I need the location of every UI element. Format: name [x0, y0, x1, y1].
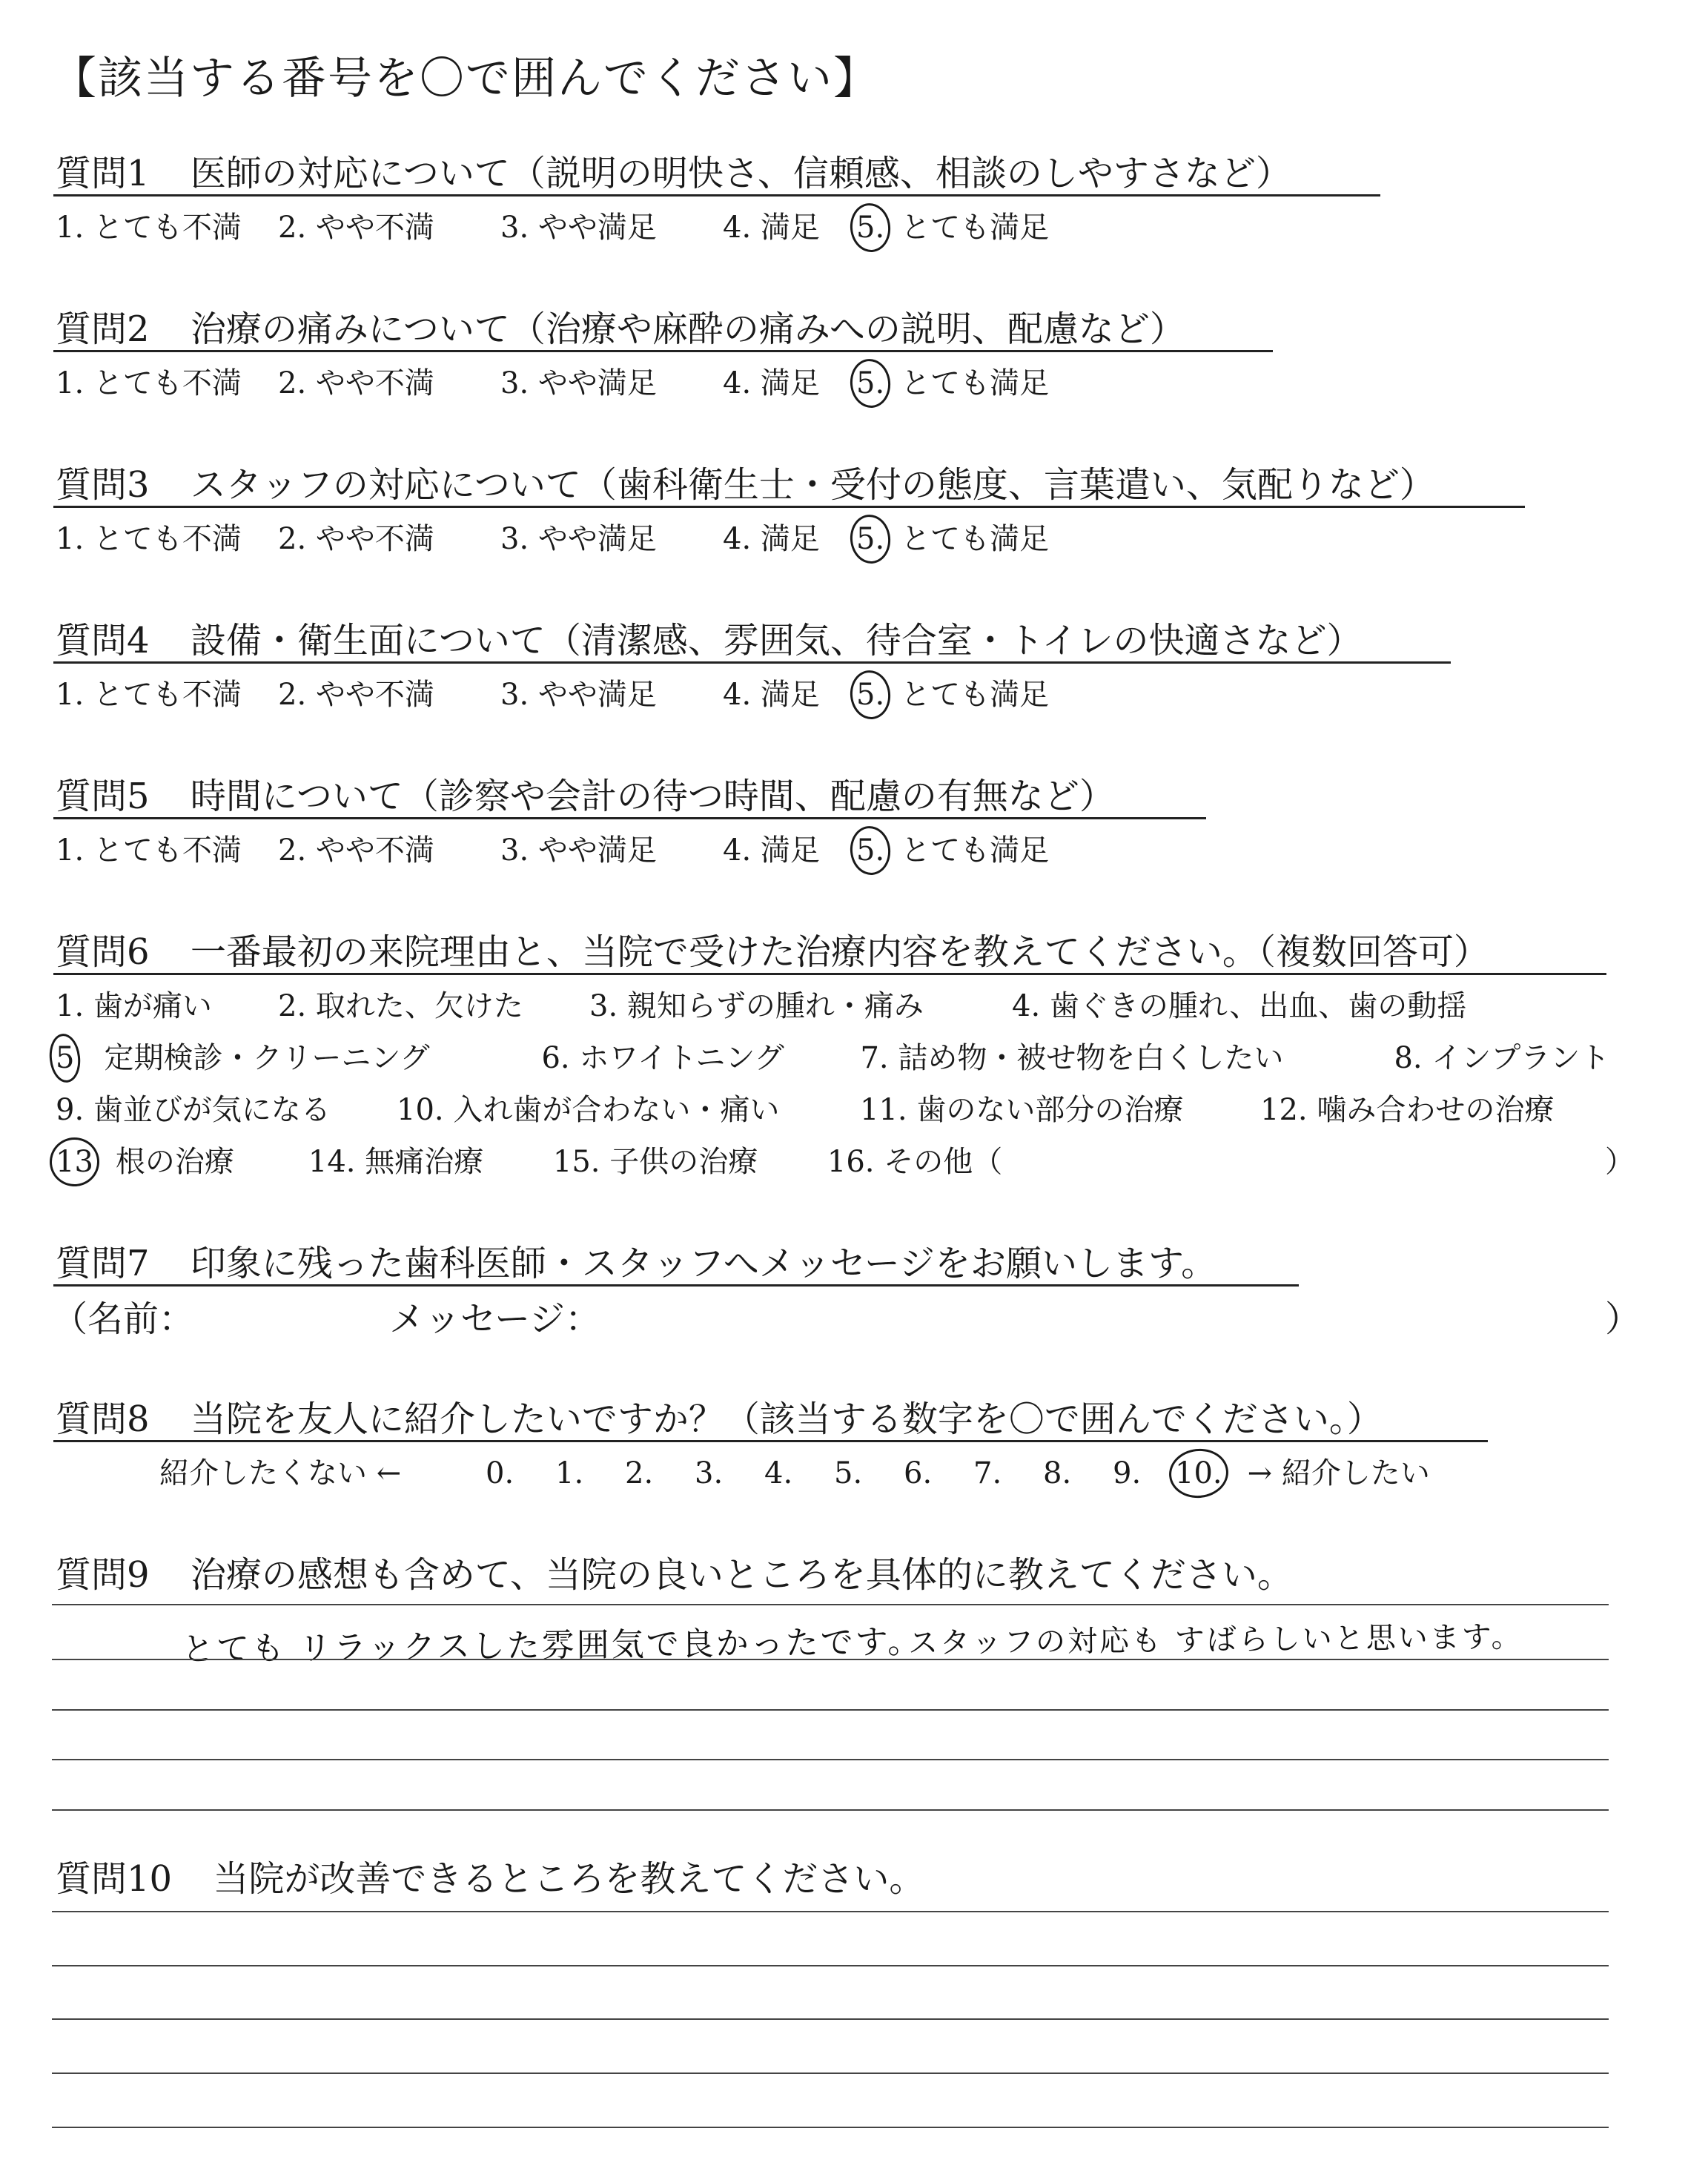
option-4[interactable]: 4. 満足: [723, 678, 820, 712]
question-2-underline: [53, 350, 1273, 352]
reason-15[interactable]: 15. 子供の治療: [552, 1145, 758, 1179]
page-title: 【該当する番号を〇で囲んでください】: [52, 53, 879, 105]
reason-13-label: 根の治療: [115, 1145, 234, 1179]
question-3-underline: [53, 506, 1525, 508]
question-8-underline: [53, 1440, 1488, 1442]
question-4-heading: [56, 612, 1362, 663]
option-3[interactable]: 3. やや満足: [500, 833, 657, 868]
option-5-label: とても満足: [901, 678, 1050, 712]
reason-14[interactable]: 14. 無痛治療: [308, 1145, 484, 1179]
reason-9[interactable]: 9. 歯並びが気になる: [56, 1093, 331, 1127]
answer-line: [52, 1604, 1609, 1605]
question-8-label: 質問8: [56, 1398, 150, 1440]
option-1[interactable]: 1. とても不満: [56, 522, 242, 556]
question-6-row-2: [56, 1034, 1609, 1077]
question-2-heading: [56, 300, 1185, 351]
option-5-label: とても満足: [901, 833, 1050, 868]
question-4-label: 質問4: [56, 620, 150, 661]
option-3[interactable]: 3. やや満足: [500, 522, 657, 556]
message-field-close: ）: [1605, 1298, 1641, 1340]
name-field-label: （名前：: [52, 1298, 195, 1340]
question-10-text: 当院が改善できるところを教えてください。: [213, 1858, 925, 1900]
question-9-label: 質問9: [56, 1554, 150, 1596]
handwritten-answer-1: とても リラックスした雰囲気で良かったです。: [181, 1622, 923, 1669]
question-1-scale: [56, 204, 1049, 246]
reason-13-circled[interactable]: 13: [56, 1145, 93, 1179]
answer-line: [52, 1965, 1609, 1966]
question-6-heading: [56, 923, 1489, 974]
answer-line: [52, 2018, 1609, 2020]
option-1[interactable]: 1. とても不満: [56, 211, 242, 245]
question-5-heading: [56, 767, 1115, 819]
score-5[interactable]: 5.: [834, 1456, 863, 1490]
option-1[interactable]: 1. とても不満: [56, 833, 242, 868]
reason-3[interactable]: 3. 親知らずの腫れ・痛み: [589, 989, 924, 1023]
option-1[interactable]: 1. とても不満: [56, 366, 242, 400]
option-1[interactable]: 1. とても不満: [56, 678, 242, 712]
reason-12[interactable]: 12. 噛み合わせの治療: [1260, 1093, 1555, 1127]
score-8[interactable]: 8.: [1043, 1456, 1072, 1490]
score-6[interactable]: 6.: [904, 1456, 933, 1490]
answer-line: [52, 2073, 1609, 2074]
option-5-circled[interactable]: 5.: [856, 366, 885, 400]
score-9[interactable]: 9.: [1113, 1456, 1142, 1490]
score-4[interactable]: 4.: [764, 1456, 793, 1490]
reason-5-circled[interactable]: 5: [56, 1041, 75, 1075]
reason-4[interactable]: 4. 歯ぐきの腫れ、出血、歯の動揺: [1012, 989, 1467, 1023]
answer-line: [52, 1809, 1609, 1811]
question-4-underline: [53, 661, 1451, 664]
option-3[interactable]: 3. やや満足: [500, 366, 657, 400]
option-2[interactable]: 2. やや不満: [278, 833, 434, 868]
question-3-text: スタッフの対応について（歯科衛生士・受付の態度、言葉遣い、気配りなど）: [190, 464, 1435, 506]
option-5-circled[interactable]: 5.: [856, 211, 885, 245]
option-5-label: とても満足: [901, 366, 1050, 400]
question-5-text: 時間について（診察や会計の待つ時間、配慮の有無など）: [190, 776, 1115, 817]
message-field-label: メッセージ：: [389, 1298, 601, 1340]
question-5-underline: [53, 817, 1206, 819]
option-5-label: とても満足: [901, 211, 1050, 245]
answer-line: [52, 1659, 1609, 1660]
question-3-heading: [56, 456, 1435, 507]
question-6-text: 一番最初の来院理由と、当院で受けた治療内容を教えてください。（複数回答可）: [190, 931, 1489, 973]
option-2[interactable]: 2. やや不満: [278, 211, 434, 245]
question-4-scale: [56, 671, 1049, 713]
answer-line: [52, 1759, 1609, 1760]
question-8-text: 当院を友人に紹介したいですか？（該当する数字を〇で囲んでください。）: [190, 1398, 1383, 1440]
question-9-heading: [56, 1546, 1293, 1597]
option-2[interactable]: 2. やや不満: [278, 522, 434, 556]
reason-16[interactable]: 16. その他（: [827, 1145, 1003, 1179]
question-7-text: 印象に残った歯科医師・スタッフへメッセージをお願いします。: [190, 1243, 1217, 1284]
option-5-circled[interactable]: 5.: [856, 678, 885, 712]
question-1-text: 医師の対応について（説明の明快さ、信頼感、相談のしやすさなど）: [190, 153, 1291, 194]
answer-line: [52, 1709, 1609, 1711]
question-6-row-4: [56, 1138, 1002, 1180]
question-4-text: 設備・衛生面について（清潔感、雰囲気、待合室・トイレの快適さなど）: [190, 620, 1363, 661]
reason-5-label: 定期検診・クリーニング: [104, 1041, 430, 1075]
question-5-scale: [56, 827, 1049, 869]
question-7-label: 質問7: [56, 1243, 150, 1284]
score-2[interactable]: 2.: [625, 1456, 654, 1490]
score-3[interactable]: 3.: [695, 1456, 724, 1490]
score-0[interactable]: 0.: [486, 1456, 514, 1490]
option-4[interactable]: 4. 満足: [723, 211, 820, 245]
question-7-underline: [53, 1284, 1299, 1287]
question-1-underline: [53, 194, 1380, 196]
question-5-label: 質問5: [56, 776, 150, 817]
option-5-circled[interactable]: 5.: [856, 522, 885, 556]
question-2-label: 質問2: [56, 308, 150, 350]
question-2-text: 治療の痛みについて（治療や麻酔の痛みへの説明、配慮など）: [190, 308, 1185, 350]
answer-line: [52, 1911, 1609, 1912]
question-2-scale: [56, 360, 1049, 402]
question-6-row-1: [56, 982, 1466, 1025]
option-4[interactable]: 4. 満足: [723, 833, 820, 868]
question-1-label: 質問1: [56, 153, 150, 194]
scale-left-label: 紹介したくない ←: [159, 1456, 402, 1490]
reason-6[interactable]: 6. ホワイトニング: [541, 1041, 784, 1075]
question-8-heading: [56, 1390, 1383, 1441]
option-2[interactable]: 2. やや不満: [278, 678, 434, 712]
option-5-label: とても満足: [901, 522, 1050, 556]
reason-7[interactable]: 7. 詰め物・被せ物を白くしたい: [860, 1041, 1284, 1075]
score-7[interactable]: 7.: [973, 1456, 1002, 1490]
question-8-scale: [159, 1450, 1430, 1492]
question-6-label: 質問6: [56, 931, 150, 973]
question-9-text: 治療の感想も含めて、当院の良いところを具体的に教えてください。: [190, 1554, 1293, 1596]
reason-1[interactable]: 1. 歯が痛い: [56, 989, 212, 1023]
question-1-heading: [56, 145, 1291, 196]
answer-line: [52, 2127, 1609, 2128]
question-3-scale: [56, 515, 1049, 558]
score-1[interactable]: 1.: [555, 1456, 584, 1490]
option-3[interactable]: 3. やや満足: [500, 211, 657, 245]
score-10-circled[interactable]: 10.: [1175, 1456, 1222, 1490]
option-5-circled[interactable]: 5.: [856, 833, 885, 868]
question-7-heading: [56, 1235, 1217, 1286]
reason-2[interactable]: 2. 取れた、欠けた: [278, 989, 523, 1023]
handwritten-answer-2: スタッフの対応も すばらしいと思います。: [907, 1619, 1523, 1661]
question-6-row-3: [56, 1086, 1554, 1129]
question-10-label: 質問10: [56, 1858, 173, 1900]
question-10-heading: [56, 1850, 924, 1901]
reason-11[interactable]: 11. 歯のない部分の治療: [860, 1093, 1184, 1127]
reason-10[interactable]: 10. 入れ歯が合わない・痛い: [397, 1093, 780, 1127]
option-3[interactable]: 3. やや満足: [500, 678, 657, 712]
question-3-label: 質問3: [56, 464, 150, 506]
option-4[interactable]: 4. 満足: [723, 522, 820, 556]
reason-8[interactable]: 8. インプラント: [1394, 1041, 1610, 1075]
scale-right-label: → 紹介したい: [1247, 1456, 1430, 1490]
question-6-underline: [53, 973, 1606, 975]
option-2[interactable]: 2. やや不満: [278, 366, 434, 400]
option-4[interactable]: 4. 満足: [723, 366, 820, 400]
reason-16-close: ）: [1605, 1145, 1635, 1179]
